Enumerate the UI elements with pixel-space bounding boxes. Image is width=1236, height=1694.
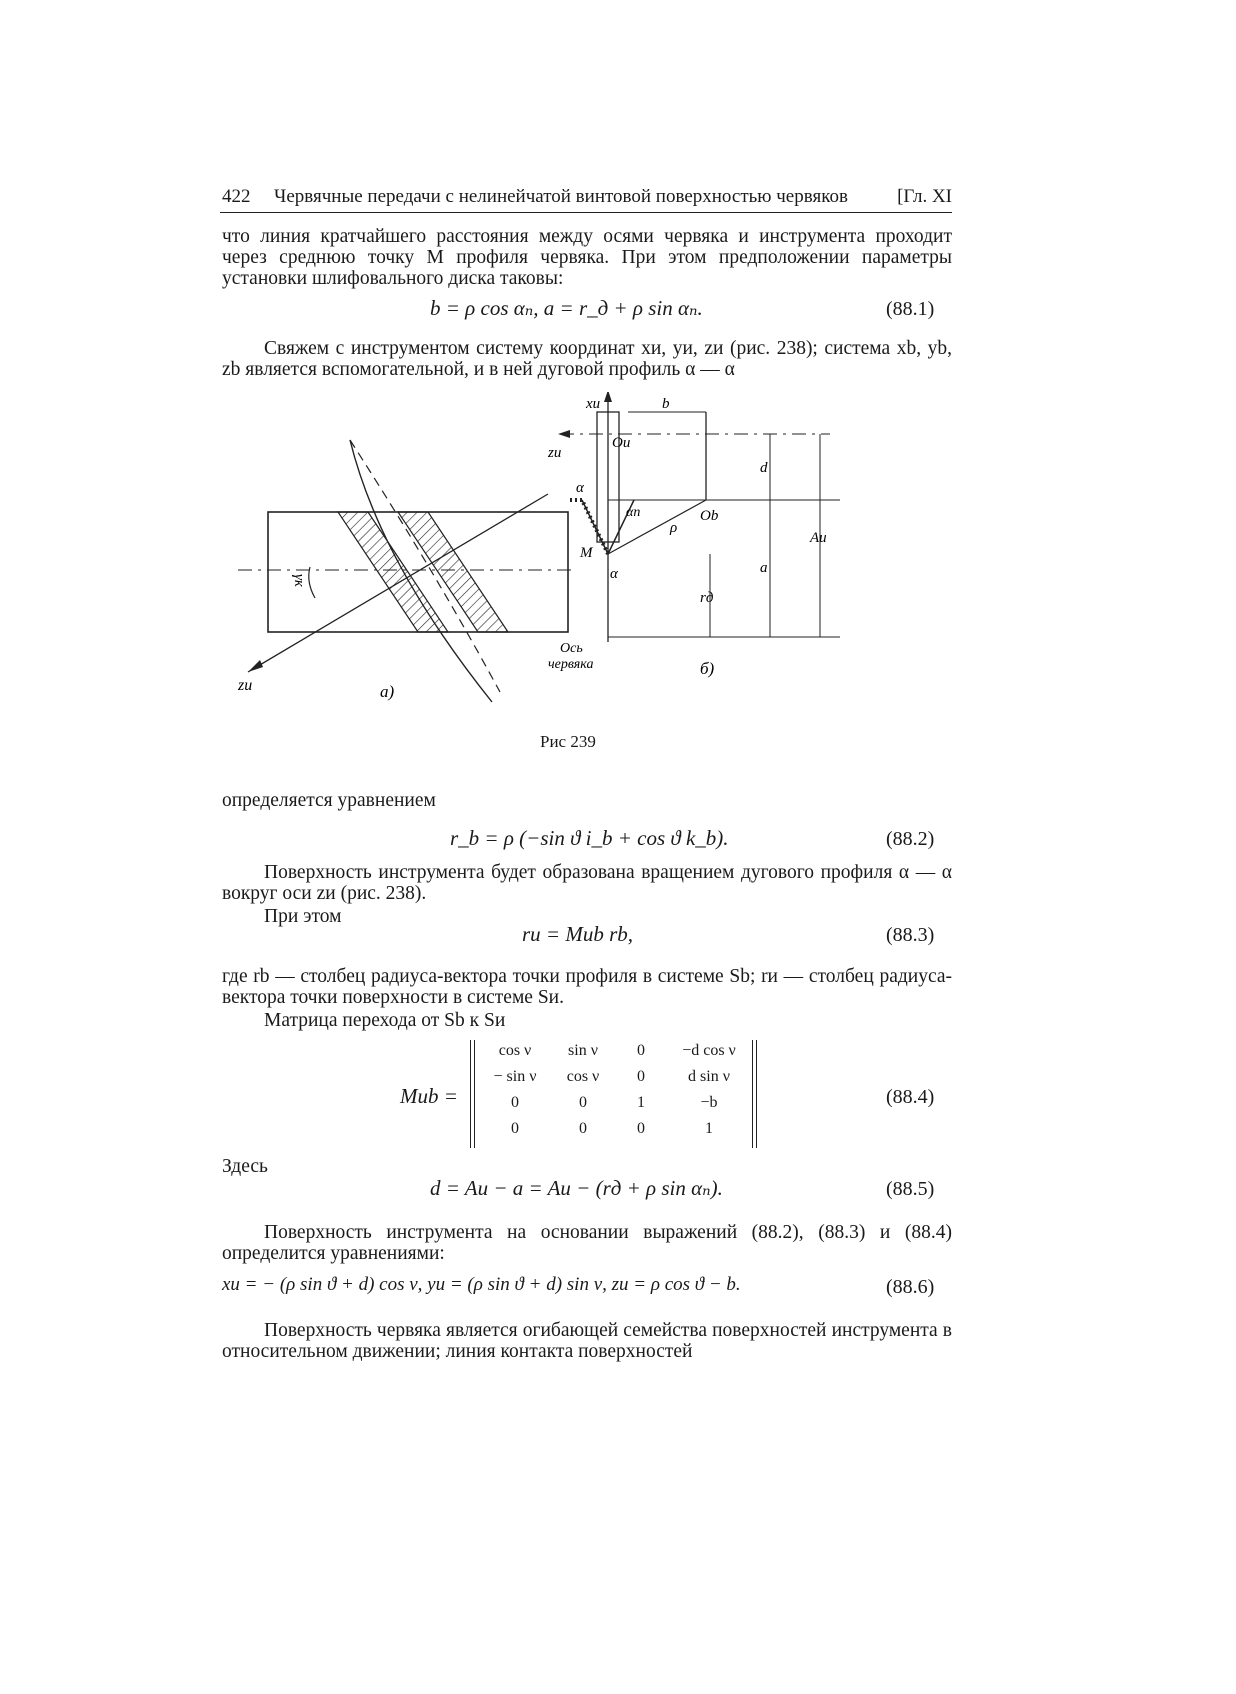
matrix-cell: 0: [637, 1042, 645, 1059]
paragraph: что линия кратчайшего расстояния между осями червяка и инструмента проходит через среднюю точку M профиля червяка. При этом предположении параметры установки шлифовального диска таковы:: [222, 226, 952, 289]
m-label: M: [580, 545, 593, 561]
axis-label-line1: Ось: [560, 641, 583, 656]
zi-label: zи: [548, 445, 562, 461]
axis-label-line2: червяка: [548, 657, 594, 672]
oi-label: Oи: [612, 435, 631, 451]
matrix-cell: 0: [637, 1120, 645, 1137]
paragraph: где rb — столбец радиуса-вектора точки профиля в системе Sb; rи — столбец радиуса-вектора точки поверхности в системе Sи.: [222, 966, 952, 1008]
sub-label-a: а): [380, 682, 395, 701]
view-a: [237, 440, 575, 702]
matrix-cell: 1: [637, 1094, 645, 1111]
matrix-cell: 0: [511, 1120, 519, 1137]
matrix-bracket: [470, 1040, 471, 1148]
view-b: [547, 392, 840, 678]
arrow-head: [558, 430, 570, 438]
matrix-cell: 0: [637, 1068, 645, 1085]
equation-number: (88.2): [886, 828, 935, 850]
arrow-head: [248, 660, 263, 672]
sub-label-b: б): [700, 659, 715, 678]
chapter-label: [Гл. XI: [897, 186, 952, 207]
paragraph: Матрица перехода от Sb к Sи: [264, 1010, 506, 1031]
matrix-lhs: Mиb =: [400, 1084, 458, 1108]
angle-arc: [309, 567, 315, 598]
figure-caption: Рис 239: [540, 732, 596, 751]
matrix-bracket: [752, 1040, 753, 1148]
rho-label: ρ: [670, 520, 678, 536]
paragraph: определяется уравнением: [222, 790, 436, 811]
page-number: 422: [222, 186, 251, 207]
running-title: Червячные передачи с нелинейчатой винтовой поверхностью червяков: [274, 186, 848, 207]
figure-239: [230, 392, 950, 722]
paragraph: При этом: [264, 906, 342, 927]
a-label: a: [760, 560, 768, 576]
matrix-cell: −b: [700, 1094, 718, 1111]
gamma-label: γк: [291, 574, 307, 587]
paragraph: Поверхность червяка является огибающей семейства поверхностей инструмента в относительном движении; линия контакта поверхностей: [222, 1320, 952, 1362]
rd-label: rд: [700, 590, 714, 606]
matrix-cell: sin ν: [568, 1042, 598, 1059]
matrix-cell: 0: [511, 1094, 519, 1111]
matrix-bracket: [474, 1040, 475, 1148]
equation-88-3: rи = Mиb rb,: [522, 922, 634, 946]
disc-edge: [350, 440, 500, 692]
transition-matrix: [470, 1040, 760, 1148]
equation-88-6: xи = − (ρ sin ϑ + d) cos ν, yи = (ρ sin ϑ + d) sin ν, zи = ρ cos ϑ − b.: [222, 1274, 741, 1295]
xi-label: xи: [586, 396, 601, 412]
alpha-label: α: [576, 480, 584, 496]
paragraph: Здесь: [222, 1156, 268, 1177]
equation-number: (88.6): [886, 1276, 935, 1298]
equation-88-2: r_b = ρ (−sin ϑ i_b + cos ϑ k_b).: [450, 826, 729, 850]
equation-number: (88.3): [886, 924, 935, 946]
matrix-bracket: [756, 1040, 757, 1148]
matrix-cell: d sin ν: [688, 1068, 730, 1085]
matrix-cell: − sin ν: [493, 1068, 537, 1085]
z-axis-label: zи: [238, 677, 253, 694]
matrix-cell: cos ν: [498, 1042, 532, 1059]
matrix-cell: 0: [579, 1094, 587, 1111]
matrix-cell: −d cos ν: [682, 1042, 736, 1059]
matrix-cell: cos ν: [566, 1068, 600, 1085]
header-rule: [220, 212, 952, 213]
equation-number: (88.4): [886, 1086, 935, 1108]
paragraph: Поверхность инструмента будет образована вращением дугового профиля α — α вокруг оси zи (рис. 238).: [222, 862, 952, 904]
equation-88-5: d = Aи − a = Aи − (rд + ρ sin αₙ).: [430, 1176, 723, 1200]
ai-label: Aи: [810, 530, 827, 546]
alpha-label: α: [610, 566, 618, 582]
equation-88-1: b = ρ cos αₙ, a = r_д + ρ sin αₙ.: [430, 296, 703, 320]
alpha-n-label: αn: [626, 505, 641, 520]
running-header: [222, 186, 952, 212]
d-label: d: [760, 460, 768, 476]
matrix-cell: 1: [705, 1120, 713, 1137]
equation-number: (88.1): [886, 298, 935, 320]
b-label: b: [662, 396, 670, 412]
paragraph: Свяжем с инструментом систему координат xи, yи, zи (рис. 238); система xb, yb, zb является вспомогательной, и в ней дуговой профиль α — α: [222, 338, 952, 380]
paragraph: Поверхность инструмента на основании выражений (88.2), (88.3) и (88.4) определится уравнениями:: [222, 1222, 952, 1264]
ob-label: Ob: [700, 508, 719, 524]
equation-number: (88.5): [886, 1178, 935, 1200]
rho-line: [608, 500, 706, 554]
disc-edge: [350, 440, 492, 702]
arrow-head: [604, 392, 612, 402]
matrix-cell: 0: [579, 1120, 587, 1137]
